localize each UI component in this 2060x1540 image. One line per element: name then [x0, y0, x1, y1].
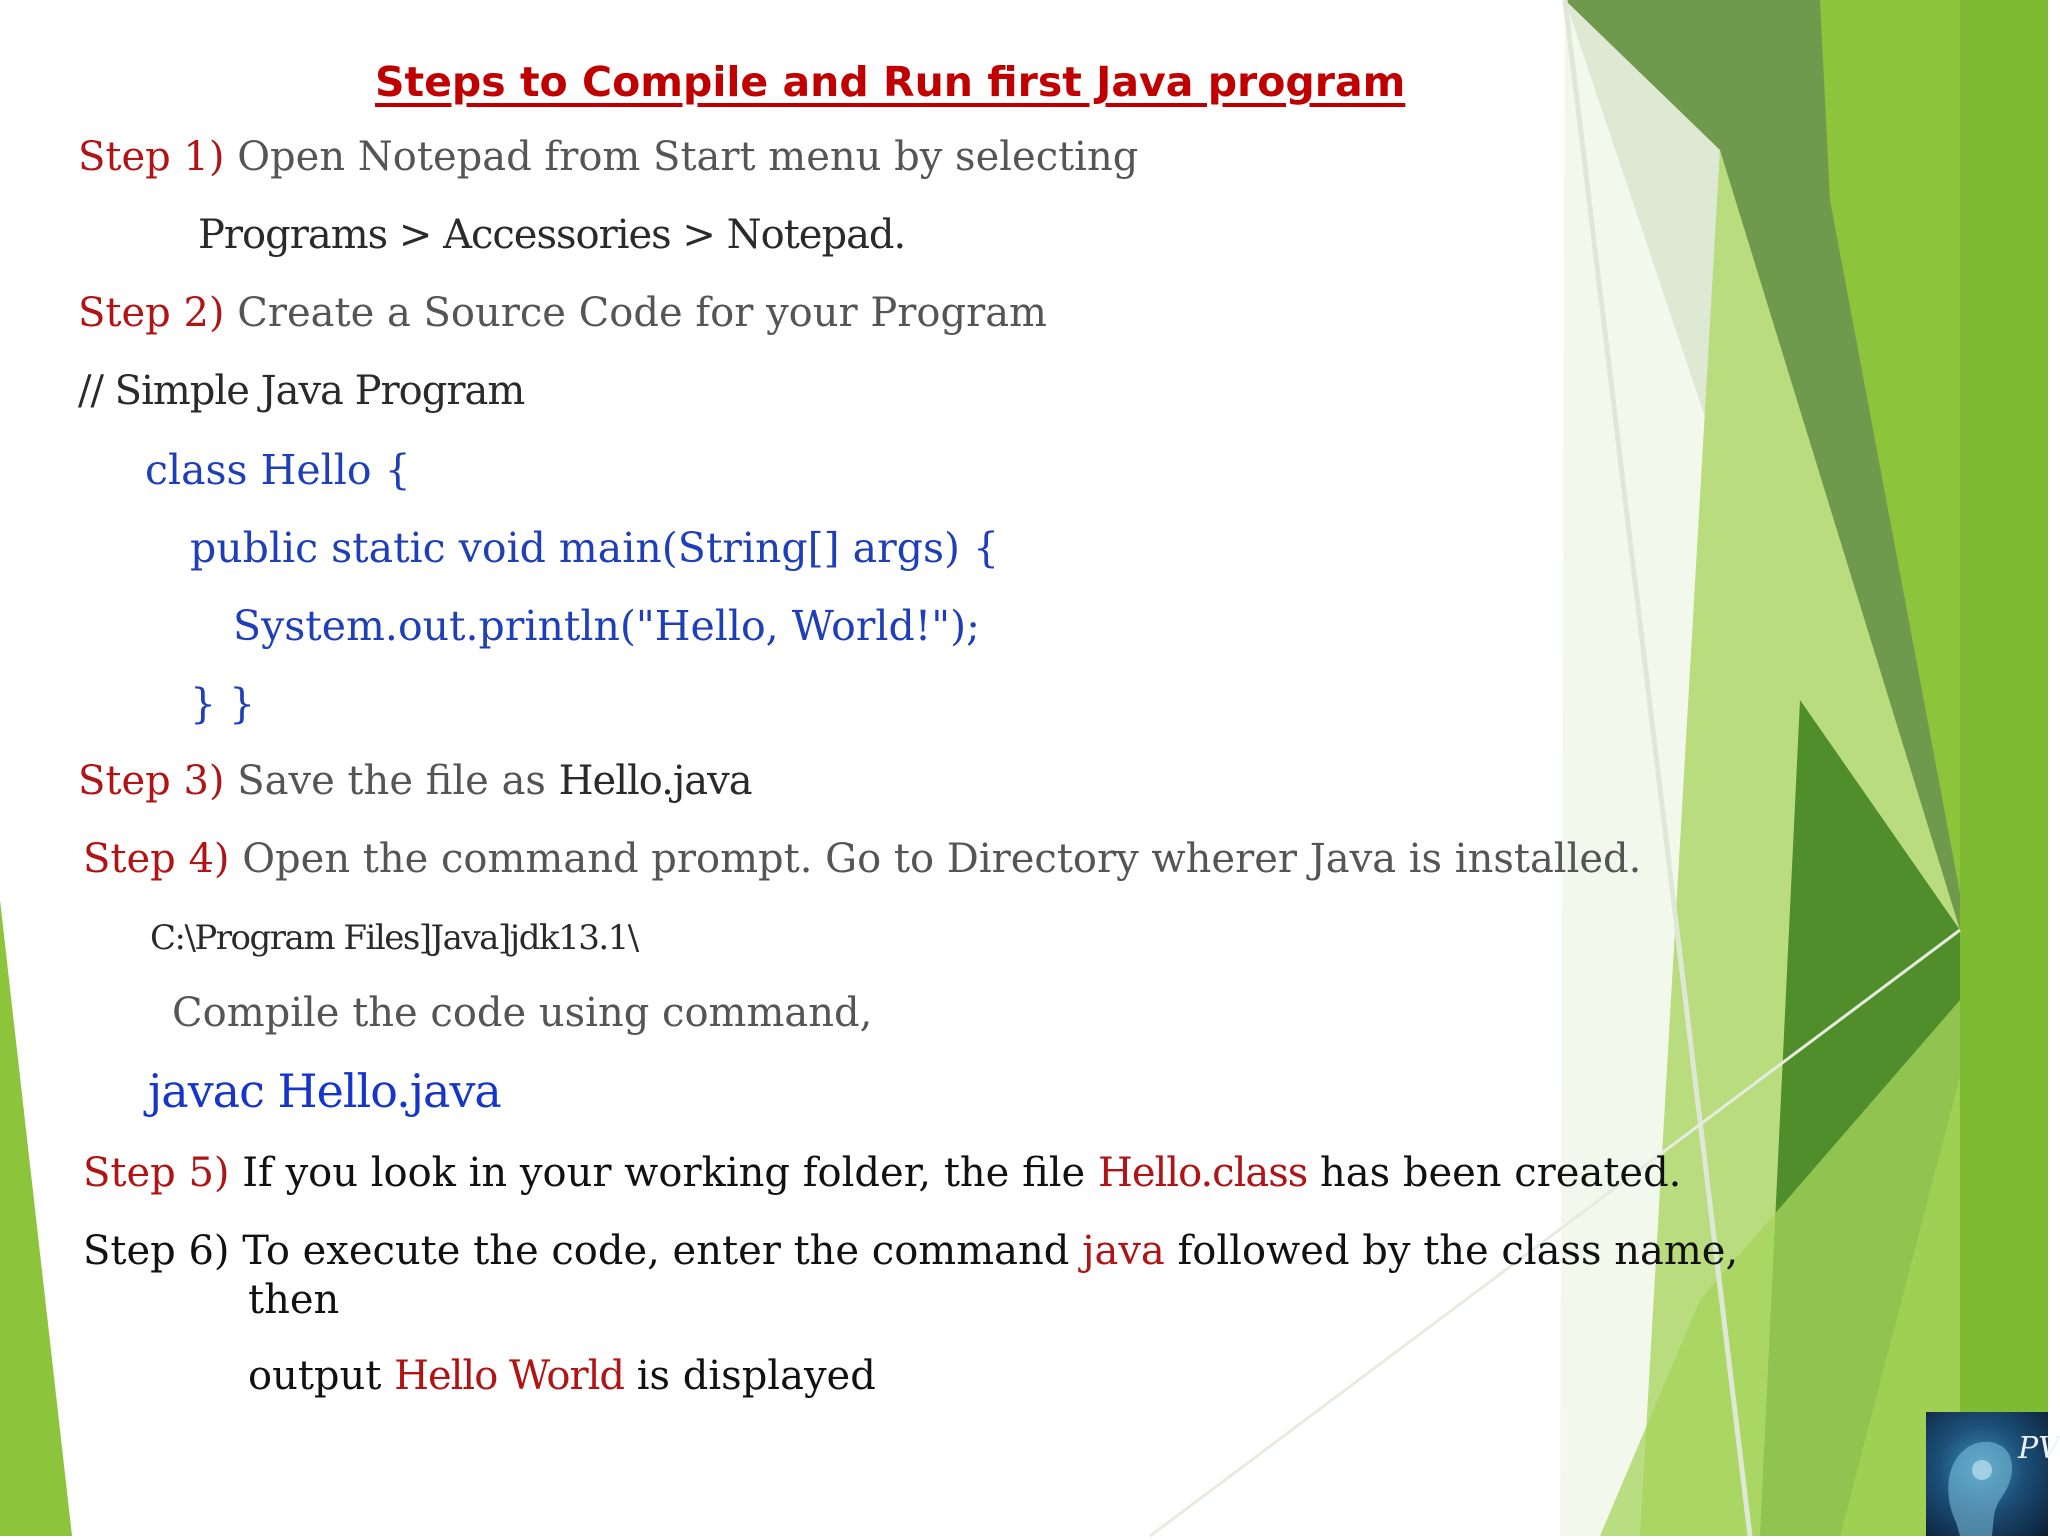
code-line-1: class Hello {	[145, 446, 411, 494]
step-3-filename: Hello.java	[558, 758, 752, 804]
compile-instruction: Compile the code using command,	[172, 990, 873, 1036]
step-3	[78, 758, 752, 804]
step-6-output-line	[248, 1353, 876, 1399]
step-4-text: Open the command prompt. Go to Directory wherer Java is installed.	[229, 836, 1642, 882]
javac-command: javac Hello.java	[148, 1064, 501, 1118]
step-6	[83, 1228, 1738, 1274]
code-line-4: } }	[190, 680, 256, 728]
step-6-output-after: is displayed	[624, 1353, 876, 1399]
step-6-text-before: To execute the code, enter the command	[229, 1228, 1083, 1274]
step-6-java-cmd: java	[1082, 1228, 1165, 1274]
step-2-label: Step 2)	[78, 290, 225, 336]
step-5	[83, 1150, 1681, 1196]
step-2	[78, 290, 1047, 336]
step-5-classfile: Hello.class	[1097, 1150, 1308, 1196]
step-6-output-before: output	[248, 1353, 395, 1399]
step-1-text: Open Notepad from Start menu by selecting	[224, 134, 1139, 180]
logo-letters: PV	[2018, 1431, 2060, 1466]
step-4	[83, 836, 1641, 882]
step-6-label: Step 6)	[83, 1228, 230, 1274]
code-comment: // Simple Java Program	[78, 368, 525, 414]
step-6-output-text: Hello World	[394, 1353, 625, 1399]
step-5-label: Step 5)	[83, 1150, 230, 1196]
code-line-3: System.out.println("Hello, World!");	[233, 602, 980, 650]
step-4-label: Step 4)	[83, 836, 230, 882]
menu-path: Programs > Accessories > Notepad.	[198, 212, 906, 258]
step-1-label: Step 1)	[78, 134, 225, 180]
step-1	[78, 134, 1138, 180]
code-line-2: public static void main(String[] args) {	[190, 524, 1000, 572]
step-5-text-after: has been created.	[1307, 1150, 1682, 1196]
step-6-text-after: followed by the class name,	[1164, 1228, 1739, 1274]
step-3-label: Step 3)	[78, 758, 225, 804]
slide-title: Steps to Compile and Run first Java program	[375, 58, 1406, 106]
brand-logo	[1926, 1412, 2060, 1536]
step-5-text-before: If you look in your working folder, the file	[229, 1150, 1098, 1196]
step-3-text: Save the file as	[224, 758, 559, 804]
install-path: C:\Program Files]Java]jdk13.1\	[150, 918, 638, 958]
step-6-continuation: then	[248, 1277, 340, 1323]
step-2-text: Create a Source Code for your Program	[224, 290, 1047, 336]
